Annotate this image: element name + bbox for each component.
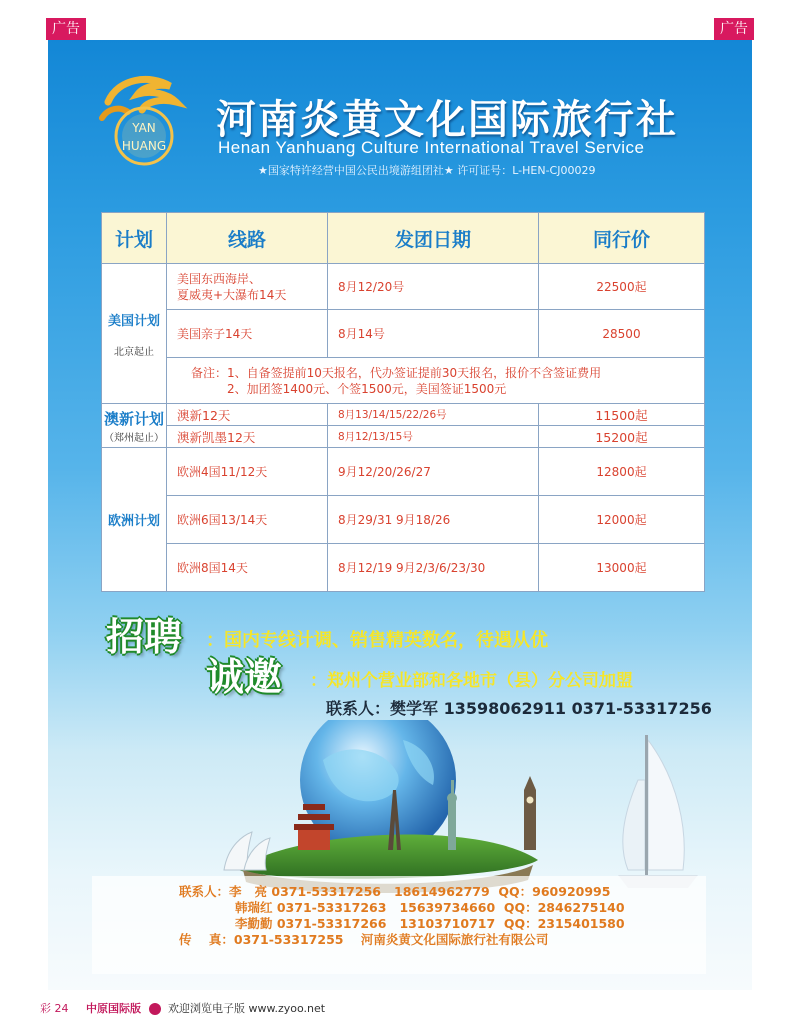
price-cell: 22500起 (539, 264, 705, 310)
table-note-row (102, 358, 705, 404)
invite-text: ：郑州个营业部和各地市（县）分公司加盟 (310, 671, 633, 691)
route-cell: 欧洲4国11/12天 (167, 448, 328, 496)
plan-usa-sub: 北京起止 (114, 346, 154, 358)
usa-note-2: 2、加团签1400元、个签1500元，美国签证1500元 (227, 381, 507, 396)
company-name-en: Henan Yanhuang Culture International Travel Service (218, 138, 645, 157)
route-cell: 美国亲子14天 (167, 310, 328, 358)
date-cell: 9月12/20/26/27 (328, 448, 539, 496)
plan-aunz-cell (102, 404, 167, 448)
date-cell: 8月12/19 9月2/3/6/23/30 (328, 544, 539, 592)
price-cell: 28500 (539, 310, 705, 358)
route-cell: 美国东西海岸、 夏威夷+大瀑布14天 (167, 264, 328, 310)
route-table (101, 212, 705, 592)
plan-europe-cell (102, 448, 167, 592)
route-cell: 欧洲8国14天 (167, 544, 328, 592)
magazine-badge-icon (149, 1003, 161, 1015)
table-header-row (102, 213, 705, 264)
opera-house-icon (224, 832, 270, 870)
price-cell: 13000起 (539, 544, 705, 592)
table-row (102, 310, 705, 358)
date-cell: 8月12/20号 (328, 264, 539, 310)
route-cell: 澳新12天 (167, 404, 328, 426)
contact-line-1: 联系人：李 亮 0371-53317256 18614962779 QQ：960920995 (179, 884, 611, 899)
usa-note-1: 备注：1、自备签提前10天报名，代办签证提前30天报名，报价不含签证费用 (191, 365, 602, 380)
header-route: 线路 (167, 213, 328, 264)
main-contact: 联系人：樊学军 13598062911 0371-53317256 (326, 699, 712, 718)
header-date: 发团日期 (328, 213, 539, 264)
route-cell: 澳新凯墨12天 (167, 426, 328, 448)
plan-usa: 美国计划 (107, 313, 160, 329)
date-cell: 8月14号 (328, 310, 539, 358)
page-footer (40, 1000, 325, 1016)
table-row (102, 448, 705, 496)
header-price: 同行价 (539, 213, 705, 264)
logo-text-yan: YAN (132, 121, 156, 135)
invite-title: 诚邀 (206, 654, 283, 699)
date-cell: 8月13/14/15/22/26号 (328, 404, 539, 426)
big-ben-icon (524, 776, 536, 850)
travel-scene-illustration (148, 720, 752, 900)
price-cell: 11500起 (539, 404, 705, 426)
contact-line-2: 韩瑞红 0371-53317263 15639734660 QQ：2846275140 (235, 900, 625, 915)
contact-line-3: 李勤勤 0371-53317266 13103710717 QQ：2315401580 (235, 916, 625, 931)
date-cell: 8月12/13/15号 (328, 426, 539, 448)
usa-note-cell (167, 358, 705, 404)
logo-text-huang: HUANG (121, 139, 167, 153)
recruit-title: 招聘 (106, 614, 183, 659)
table-row (102, 426, 705, 448)
ad-tag-left: 广告 (46, 18, 86, 40)
magazine-name: 中原国际版 (86, 1002, 141, 1015)
table-row (102, 404, 705, 426)
plan-aunz-sub: （郑州起止） (104, 432, 164, 444)
recruit-text: ：国内专线计调、销售精英数名，待遇从优 (206, 630, 548, 651)
contact-panel (92, 876, 706, 974)
table-row (102, 544, 705, 592)
license-line: ★国家特许经营中国公民出境游组团社★ 许可证号：L-HEN-CJ00029 (258, 164, 596, 177)
contact-line-4: 传 真：0371-53317255 河南炎黄文化国际旅行社有限公司 (179, 932, 549, 947)
company-name-cn: 河南炎黄文化国际旅行社 (216, 96, 678, 143)
table-row (102, 496, 705, 544)
price-cell: 12800起 (539, 448, 705, 496)
plan-europe: 欧洲计划 (107, 514, 160, 529)
sailboat-icon (618, 735, 698, 888)
ad-tag-right: 广告 (714, 18, 754, 40)
yanhuang-logo (98, 72, 190, 172)
price-cell: 15200起 (539, 426, 705, 448)
date-cell: 8月29/31 9月18/26 (328, 496, 539, 544)
plan-usa-cell (102, 264, 167, 404)
plan-aunz: 澳新计划 (104, 409, 165, 428)
page-number: 彩 24 (40, 1002, 69, 1015)
header-plan: 计划 (102, 213, 167, 264)
route-cell: 欧洲6国13/14天 (167, 496, 328, 544)
price-cell: 12000起 (539, 496, 705, 544)
welcome-text[interactable]: 欢迎浏览电子版 www.zyoo.net (168, 1002, 326, 1015)
advertisement-poster (48, 40, 752, 990)
table-row (102, 264, 705, 310)
